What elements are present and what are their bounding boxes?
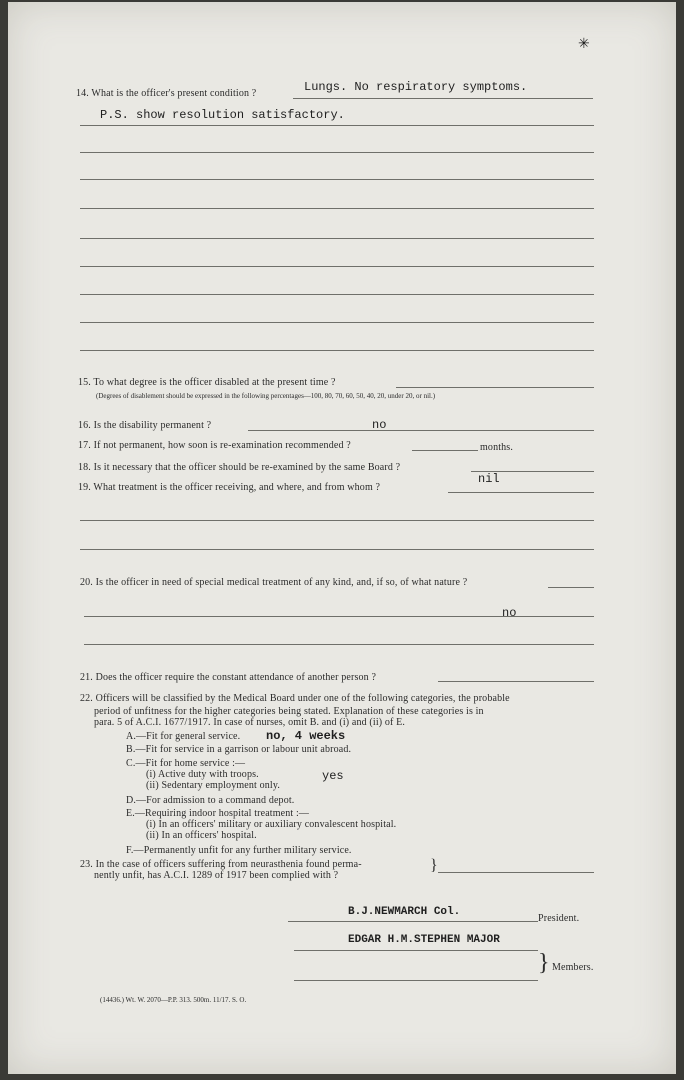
q23-label-line2: nently unfit, has A.C.I. 1289 of 1917 been complied with ? (94, 870, 339, 881)
q22-label-line1: 22. Officers will be classified by the Medical Board under one of the following categories, the probable (80, 693, 510, 704)
category-e-i: (i) In an officers' military or auxiliary convalescent hospital. (146, 819, 397, 830)
q17-label: 17. If not permanent, how soon is re-examination recommended ? (78, 440, 351, 451)
q16-answer: no (372, 418, 387, 432)
q19-label: 19. What treatment is the officer receiving, and where, and from whom ? (78, 482, 381, 493)
category-c-answer: yes (322, 769, 344, 783)
members-label: Members. (552, 962, 594, 973)
q20-answer: no (502, 606, 517, 620)
president-label: President. (538, 913, 580, 924)
q14-answer-line2: P.S. show resolution satisfactory. (100, 108, 345, 122)
q15-note: (Degrees of disablement should be expressed in the following percentages—100, 80, 70, 60, 50, 40, 20, under 20, or nil.) (96, 392, 436, 400)
ink-mark-icon: ✳ (578, 37, 590, 52)
form-page (8, 2, 676, 1074)
category-c-ii: (ii) Sedentary employment only. (146, 780, 280, 791)
member-signature-1: EDGAR H.M.STEPHEN MAJOR (348, 934, 500, 946)
q14-label: 14. What is the officer's present condition ? (76, 88, 257, 99)
category-e: E.—Requiring indoor hospital treatment :— (126, 808, 310, 819)
category-c: C.—Fit for home service :— (126, 758, 246, 769)
category-a: A.—Fit for general service. (126, 731, 241, 742)
q20-label: 20. Is the officer in need of special medical treatment of any kind, and, if so, of what nature ? (80, 577, 468, 588)
category-b: B.—Fit for service in a garrison or labour unit abroad. (126, 744, 352, 755)
category-a-answer: no, 4 weeks (266, 729, 346, 743)
q14-answer-line1: Lungs. No respiratory symptoms. (304, 80, 528, 94)
q16-label: 16. Is the disability permanent ? (78, 420, 212, 431)
q22-label-line3: para. 5 of A.C.I. 1677/1917. In case of nurses, omit B. and (i) and (ii) of E. (94, 717, 406, 728)
q19-answer: nil (478, 472, 500, 486)
category-f: F.—Permanently unfit for any further military service. (126, 845, 352, 856)
q17-suffix: months. (480, 442, 513, 453)
q23-brace: } (430, 857, 438, 874)
q22-label-line2: period of unfitness for the higher categories being stated. Explanation of these categories is in (94, 706, 484, 717)
q15-label: 15. To what degree is the officer disabled at the present time ? (78, 377, 336, 388)
category-e-ii: (ii) In an officers' hospital. (146, 830, 257, 841)
president-signature: B.J.NEWMARCH Col. (348, 906, 461, 918)
q21-label: 21. Does the officer require the constant attendance of another person ? (80, 672, 377, 683)
q23-label-line1: 23. In the case of officers suffering from neurasthenia found perma- (80, 859, 362, 870)
print-code: (14436.) Wt. W. 2070—P.P. 313. 500m. 11/17. S. O. (100, 996, 247, 1004)
members-brace: } (538, 950, 550, 976)
category-c-i: (i) Active duty with troops. (146, 769, 259, 780)
q18-label: 18. Is it necessary that the officer should be re-examined by the same Board ? (78, 462, 401, 473)
category-d: D.—For admission to a command depot. (126, 795, 295, 806)
